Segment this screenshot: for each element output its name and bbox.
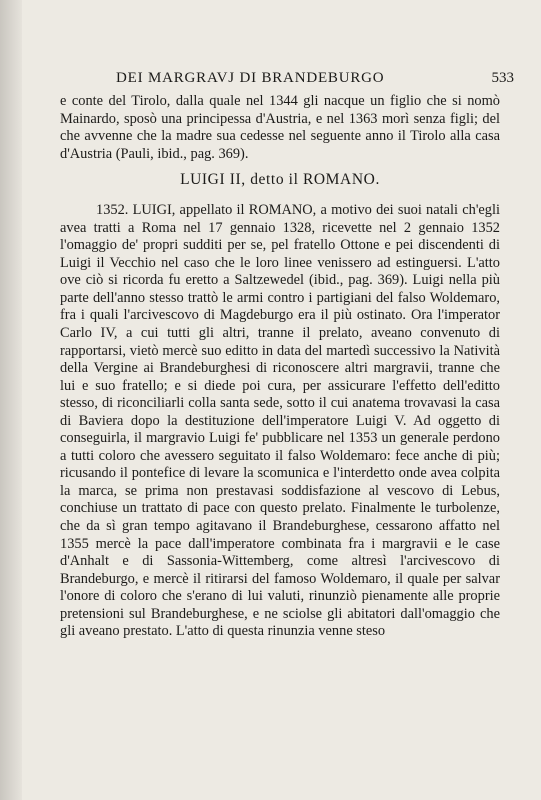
page-header: [58, 70, 514, 92]
paragraph-continuation: e conte del Tirolo, dalla quale nel 1344 gli nacque un figlio che si nomò Mainardo, sposò una principessa d'Austria, e nel 1363 morì senza figli; del che avvenne che la madre sua cedesse nel seguente anno il Tirolo alla casa d'Austria (Pauli, ibid., pag. 369).: [60, 93, 500, 162]
paragraph-main: 1352. LUIGI, appellato il ROMANO, a motivo dei suoi natali ch'egli avea tratti a Roma nel 17 gennaio 1328, ricevette nel 2 gennaio 1352 l'omaggio de' propri sudditi per se, pel fratello Ottone e pei discendenti di Luigi il Vecchio nel caso che le loro linee venissero ad estinguersi. L'atto ove ciò si ricorda fu eretto a Saltzewedel (ibid., pag. 369). Luigi nella più parte dell'anno stesso trattò le armi contro i partigiani del falso Woldemaro, fra i quali l'arcivescovo di Magdeburgo era il più ostinato. Ora l'imperator Carlo IV, a cui tutti gli altri, tranne il prelato, aveano convenuto di rapportarsi, vietò mercè suo editto in data del martedì successivo la Natività della Vergine ai Brandeburghesi di riconoscere altri margravii, tranne che lui e suo fratello; e si diede poi cura, per assicurare l'effetto dell'editto stesso, di riconciliarli colla santa sede, sotto il cui anatema trovavasi la casa di Baviera dopo la destituzione dell'imperatore Luigi V. Ad oggetto di conseguirla, il margravio Luigi fe' pubblicare nel 1353 un generale perdono a tutti coloro che avessero seguitato il falso Woldemaro: fece anche di più; ricusando il pontefice di levare la scomunica e l'interdetto onde avea colpita la marca, se prima non prestavasi soddisfazione al vescovo di Lebus, conchiuse un trattato di pace con questo prelato. Finalmente le turbolenze, che da sì gran tempo agitavano il Brandeburghese, cessarono affatto nel 1355 mercè la pace dall'imperatore combinata fra i margravii e le case d'Anhalt e di Sassonia-Wittemberg, come altresì l'arcivescovo di Brandeburgo, e mercè il ritirarsi del famoso Woldemaro, il quale per salvar l'onore di coloro che s'erano di lui valuti, rinunziò pienamente alle proprie pretensioni sul Brandeburghese, e ne sciolse gli abitatori dall'omaggio che gli aveano prestato. L'atto di questa rinunzia venne steso: [60, 202, 500, 640]
body-text: [60, 93, 500, 641]
section-heading: LUIGI II, detto il ROMANO.: [180, 171, 380, 189]
running-title: DEI MARGRAVJ DI BRANDEBURGO: [116, 70, 385, 86]
page-gutter-shadow: [0, 0, 22, 800]
page-number: 533: [491, 70, 514, 86]
